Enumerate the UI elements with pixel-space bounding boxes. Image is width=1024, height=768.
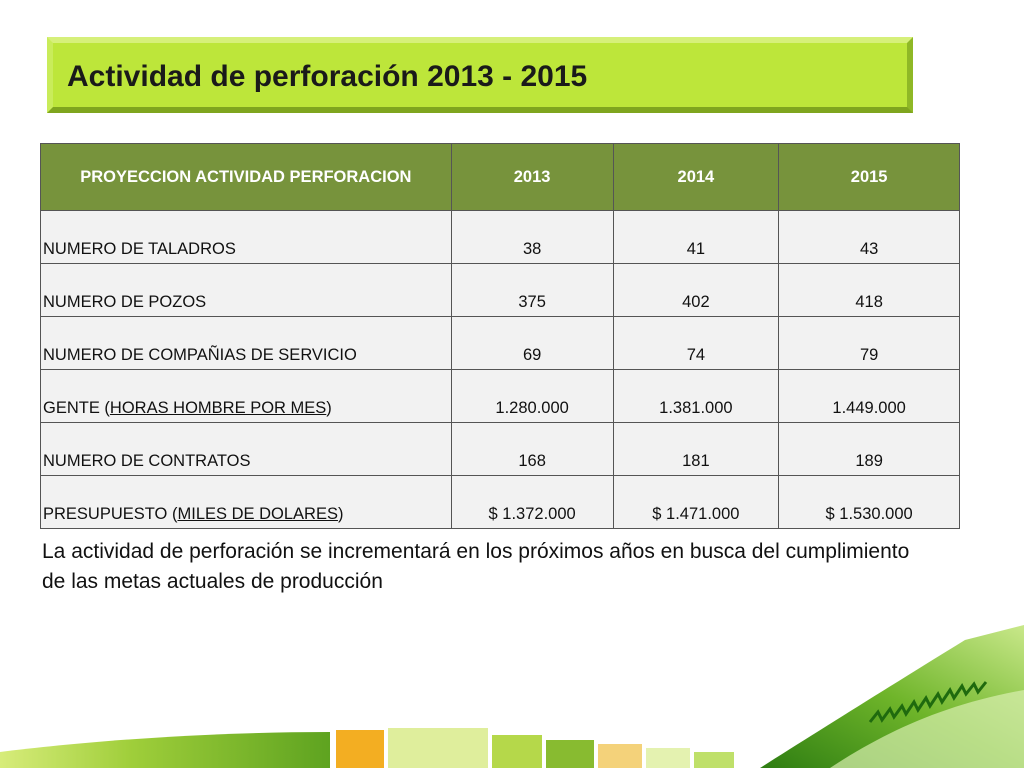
cell-2015: 189 xyxy=(779,423,960,476)
cell-2014: 402 xyxy=(613,264,779,317)
header-cell: 2015 xyxy=(779,144,960,211)
footer-block xyxy=(646,748,690,768)
header-cell: PROYECCION ACTIVIDAD PERFORACION xyxy=(41,144,452,211)
cell-2015: 43 xyxy=(779,211,960,264)
slide-title: Actividad de perforación 2013 - 2015 xyxy=(67,60,588,93)
footer-wave xyxy=(0,732,330,768)
cell-2015: $ 1.530.000 xyxy=(779,476,960,529)
cell-2015: 418 xyxy=(779,264,960,317)
footer-block xyxy=(694,752,734,768)
row-label: PRESUPUESTO (MILES DE DOLARES) xyxy=(41,476,452,529)
cell-2013: 1.280.000 xyxy=(451,370,613,423)
cell-2014: 41 xyxy=(613,211,779,264)
cell-2014: 181 xyxy=(613,423,779,476)
footer-block xyxy=(388,728,488,768)
cell-2014: 1.381.000 xyxy=(613,370,779,423)
row-label: NUMERO DE CONTRATOS xyxy=(41,423,452,476)
footer-block xyxy=(492,735,542,768)
summary-note: La actividad de perforación se incrementará en los próximos años en busca del cumplimiento de las metas actuales de producción xyxy=(42,540,910,593)
cell-2013: $ 1.372.000 xyxy=(451,476,613,529)
footer-block xyxy=(336,730,384,768)
cell-2013: 375 xyxy=(451,264,613,317)
cell-2014: 74 xyxy=(613,317,779,370)
cell-2015: 1.449.000 xyxy=(779,370,960,423)
cell-2014: $ 1.471.000 xyxy=(613,476,779,529)
row-label: NUMERO DE COMPAÑIAS DE SERVICIO xyxy=(41,317,452,370)
footer-block xyxy=(598,744,642,768)
cell-2015: 79 xyxy=(779,317,960,370)
footer-block xyxy=(546,740,594,768)
row-label: NUMERO DE TALADROS xyxy=(41,211,452,264)
cell-2013: 69 xyxy=(451,317,613,370)
cell-2013: 38 xyxy=(451,211,613,264)
row-label: GENTE (HORAS HOMBRE POR MES) xyxy=(41,370,452,423)
row-label: NUMERO DE POZOS xyxy=(41,264,452,317)
header-cell: 2013 xyxy=(451,144,613,211)
cell-2013: 168 xyxy=(451,423,613,476)
header-cell: 2014 xyxy=(613,144,779,211)
